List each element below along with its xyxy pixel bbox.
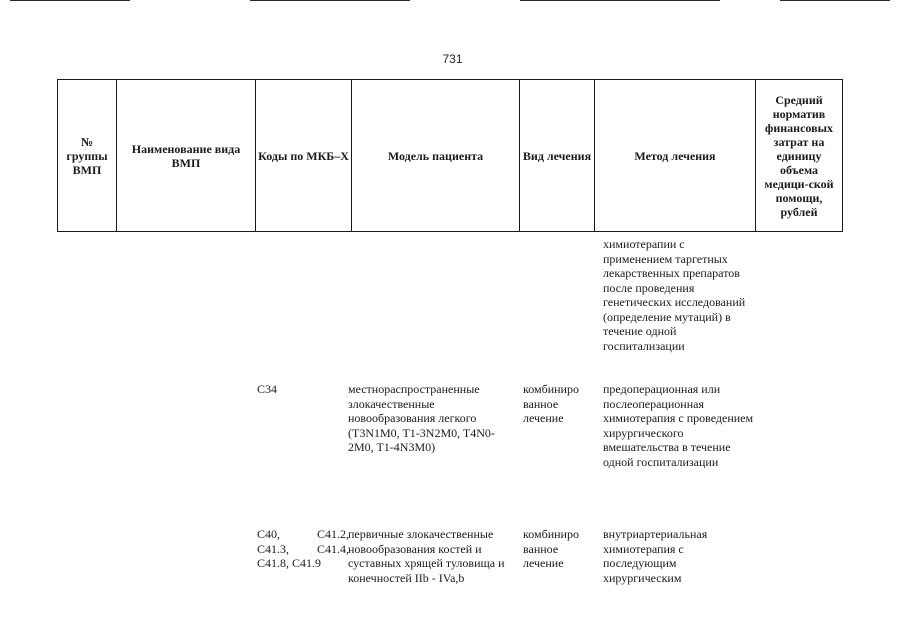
header-patient-model: Модель пациента	[352, 80, 520, 232]
icd-code: С41.3,	[257, 541, 290, 556]
icd-code: С41.8, С41.9	[257, 556, 322, 570]
row1-method: химиотерапии с применением таргетных лекарственных препаратов после проведения генетических исследований (определение мутаций) в течение одной госпитализации	[603, 237, 746, 353]
header-treatment-type: Вид лечения	[520, 80, 595, 232]
icd-code: С41.4,	[316, 541, 349, 556]
table-header	[57, 79, 843, 232]
scan-artifact	[780, 0, 890, 1]
row2-treatment-type: комбиниро ванное лечение	[523, 382, 579, 425]
row2-method: предоперационная или послеоперационная химиотерапия с проведением хирургического вмешательства в течение одной госпитализации	[603, 382, 754, 469]
row3-codes	[257, 527, 349, 571]
page-number: 731	[442, 52, 463, 66]
header-vmp-name: Наименование вида ВМП	[117, 80, 256, 232]
row2-patient-model: местнораспространенные злокачественные новообразования легкого (T3N1M0, T1-3N2M0, T4N0-2M0, T1-4N3M0)	[348, 382, 495, 454]
row2-codes: С34	[257, 382, 278, 396]
row3-treatment-type: комбиниро ванное лечение	[523, 527, 579, 570]
scan-artifact	[250, 0, 410, 1]
row3-patient-model: первичные злокачественные новообразования костей и суставных хрящей туловища и конечностей IIb - IVa,b	[348, 527, 505, 585]
scan-artifact	[10, 0, 130, 1]
row3-method: внутриартериальная химиотерапия с последующим хирургическим	[603, 527, 708, 585]
header-treatment-method: Метод лечения	[595, 80, 756, 232]
scan-artifact	[520, 0, 720, 1]
icd-code: С41.2,	[316, 527, 349, 541]
header-average-cost: Средний норматив финансовых затрат на единицу объема медици-ской помощи, рублей	[756, 80, 843, 232]
header-icd-codes: Коды по МКБ–Х	[256, 80, 352, 232]
header-group-number: № группы ВМП	[58, 80, 117, 232]
icd-code: С40,	[257, 527, 281, 541]
